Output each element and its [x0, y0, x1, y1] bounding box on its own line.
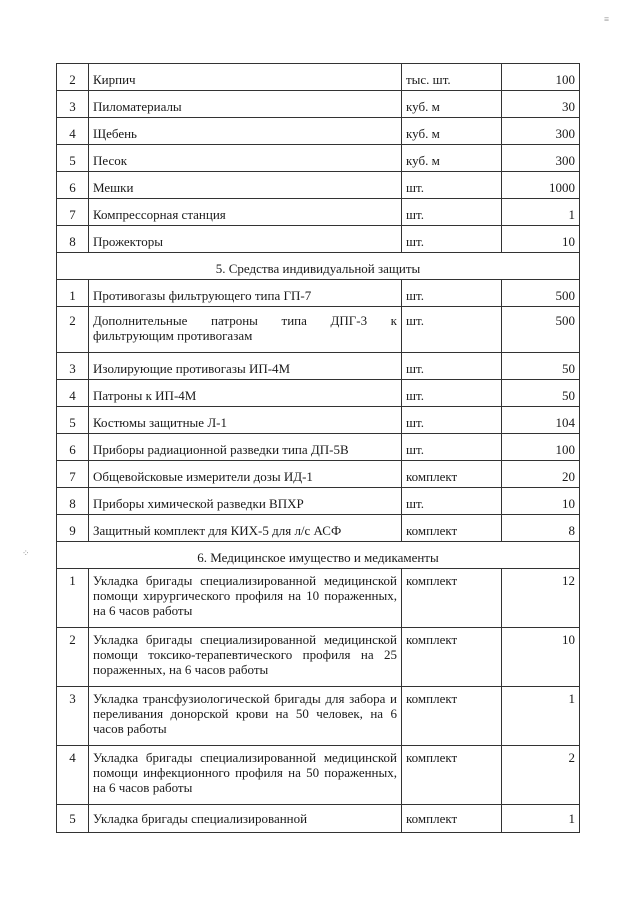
item-unit: куб. м: [402, 91, 502, 118]
item-name: Укладка бригады специализированной медицинской помощи токсико-терапевтического профиля на 25 пораженных, на 6 часов работы: [89, 628, 402, 687]
section-header-row: [57, 542, 580, 569]
item-unit: шт.: [402, 226, 502, 253]
table-row: [57, 91, 580, 118]
row-number: 7: [57, 461, 89, 488]
row-number: 4: [57, 118, 89, 145]
item-name: Укладка бригады специализированной медицинской помощи инфекционного профиля на 50 пораженных, на 6 часов работы: [89, 746, 402, 805]
table-row: [57, 488, 580, 515]
row-number: 2: [57, 628, 89, 687]
item-unit: тыс. шт.: [402, 64, 502, 91]
item-name: Общевойсковые измерители дозы ИД-1: [89, 461, 402, 488]
row-number: 8: [57, 226, 89, 253]
row-number: 1: [57, 280, 89, 307]
item-unit: шт.: [402, 307, 502, 353]
item-quantity: 100: [502, 64, 580, 91]
margin-dots: ⁘: [22, 548, 30, 558]
item-quantity: 1: [502, 805, 580, 833]
item-name: Песок: [89, 145, 402, 172]
section-header-row: [57, 253, 580, 280]
item-unit: шт.: [402, 488, 502, 515]
item-name: Укладка бригады специализированной медицинской помощи хирургического профиля на 10 пораженных, на 6 часов работы: [89, 569, 402, 628]
row-number: 5: [57, 145, 89, 172]
row-number: 3: [57, 687, 89, 746]
table-row: [57, 118, 580, 145]
item-quantity: 8: [502, 515, 580, 542]
item-quantity: 50: [502, 380, 580, 407]
table-row: [57, 172, 580, 199]
corner-mark: ≡: [604, 14, 610, 24]
table-row: [57, 353, 580, 380]
table-row: [57, 199, 580, 226]
row-number: 6: [57, 172, 89, 199]
table-row: [57, 434, 580, 461]
table-row: [57, 461, 580, 488]
item-quantity: 30: [502, 91, 580, 118]
item-quantity: 10: [502, 226, 580, 253]
row-number: 4: [57, 380, 89, 407]
item-quantity: 20: [502, 461, 580, 488]
item-quantity: 500: [502, 280, 580, 307]
table-row: [57, 569, 580, 628]
item-unit: куб. м: [402, 118, 502, 145]
row-number: 3: [57, 353, 89, 380]
item-quantity: 1000: [502, 172, 580, 199]
item-unit: комплект: [402, 515, 502, 542]
item-unit: шт.: [402, 353, 502, 380]
document-table-container: [56, 63, 579, 833]
item-unit: комплект: [402, 805, 502, 833]
section-title: 5. Средства индивидуальной защиты: [57, 253, 580, 280]
item-name: Защитный комплект для КИХ-5 для л/с АСФ: [89, 515, 402, 542]
table-row: [57, 307, 580, 353]
item-quantity: 100: [502, 434, 580, 461]
item-quantity: 1: [502, 199, 580, 226]
item-unit: комплект: [402, 628, 502, 687]
item-quantity: 300: [502, 145, 580, 172]
item-name: Дополнительные патроны типа ДПГ-3 к фильтрующим противогазам: [89, 307, 402, 353]
table-row: [57, 805, 580, 833]
row-number: 7: [57, 199, 89, 226]
row-number: 3: [57, 91, 89, 118]
item-name: Укладка трансфузиологической бригады для забора и переливания донорской крови на 50 человек, на 6 часов работы: [89, 687, 402, 746]
item-name: Приборы радиационной разведки типа ДП-5В: [89, 434, 402, 461]
item-name: Прожекторы: [89, 226, 402, 253]
table-row: [57, 145, 580, 172]
item-quantity: 10: [502, 628, 580, 687]
table-row: [57, 380, 580, 407]
item-unit: комплект: [402, 461, 502, 488]
row-number: 2: [57, 64, 89, 91]
item-name: Кирпич: [89, 64, 402, 91]
item-unit: комплект: [402, 746, 502, 805]
item-quantity: 10: [502, 488, 580, 515]
row-number: 6: [57, 434, 89, 461]
item-name: Компрессорная станция: [89, 199, 402, 226]
item-unit: куб. м: [402, 145, 502, 172]
item-unit: комплект: [402, 687, 502, 746]
item-unit: шт.: [402, 199, 502, 226]
row-number: 5: [57, 805, 89, 833]
item-name: Приборы химической разведки ВПХР: [89, 488, 402, 515]
item-unit: комплект: [402, 569, 502, 628]
table-row: [57, 628, 580, 687]
item-quantity: 300: [502, 118, 580, 145]
item-quantity: 50: [502, 353, 580, 380]
row-number: 9: [57, 515, 89, 542]
row-number: 1: [57, 569, 89, 628]
table-row: [57, 746, 580, 805]
table-row: [57, 226, 580, 253]
item-unit: шт.: [402, 380, 502, 407]
table-row: [57, 687, 580, 746]
row-number: 4: [57, 746, 89, 805]
item-name: Мешки: [89, 172, 402, 199]
inventory-table: [56, 63, 580, 833]
item-name: Изолирующие противогазы ИП-4М: [89, 353, 402, 380]
section-title: 6. Медицинское имущество и медикаменты: [57, 542, 580, 569]
row-number: 8: [57, 488, 89, 515]
item-name: Укладка бригады специализированной: [89, 805, 402, 833]
table-row: [57, 407, 580, 434]
item-name: Пиломатериалы: [89, 91, 402, 118]
item-unit: шт.: [402, 280, 502, 307]
item-unit: шт.: [402, 434, 502, 461]
item-quantity: 12: [502, 569, 580, 628]
item-name: Щебень: [89, 118, 402, 145]
item-quantity: 1: [502, 687, 580, 746]
row-number: 2: [57, 307, 89, 353]
row-number: 5: [57, 407, 89, 434]
item-quantity: 104: [502, 407, 580, 434]
item-name: Костюмы защитные Л-1: [89, 407, 402, 434]
item-name: Патроны к ИП-4М: [89, 380, 402, 407]
item-quantity: 500: [502, 307, 580, 353]
item-quantity: 2: [502, 746, 580, 805]
item-name: Противогазы фильтрующего типа ГП-7: [89, 280, 402, 307]
item-unit: шт.: [402, 172, 502, 199]
table-row: [57, 64, 580, 91]
table-row: [57, 280, 580, 307]
table-row: [57, 515, 580, 542]
item-unit: шт.: [402, 407, 502, 434]
